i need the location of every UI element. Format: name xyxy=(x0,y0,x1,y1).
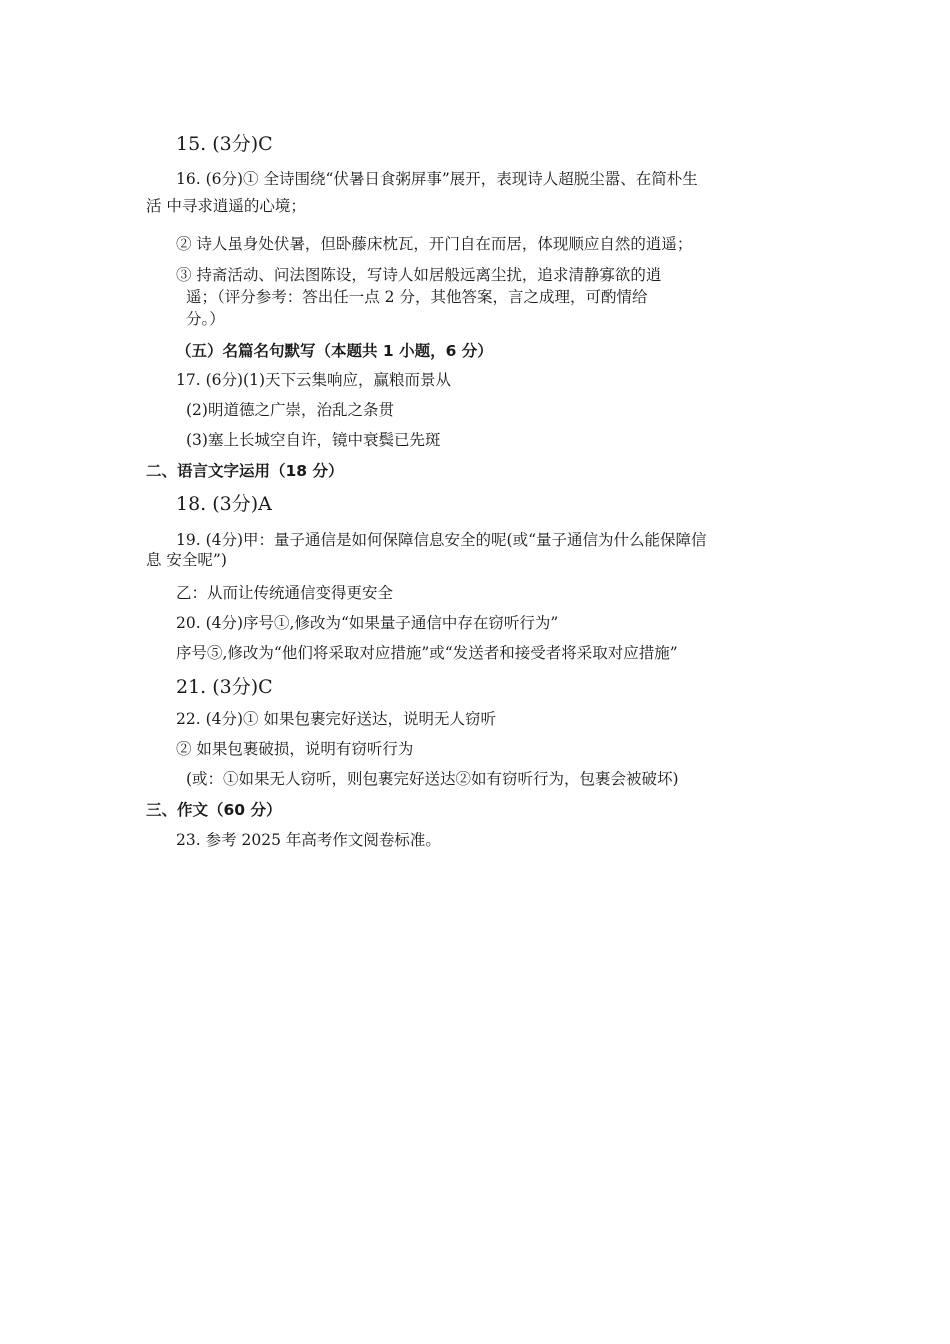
answer-20-line-2: 序号⑤,修改为“他们将采取对应措施”或“发送者和接受者将采取对应措施” xyxy=(176,644,678,662)
answer-16-line-5: 遥；（评分参考：答出任一点 2 分，其他答案，言之成理，可酌情给 xyxy=(186,288,648,306)
answer-16-line-4: ③ 持斋活动、问法图陈设，写诗人如居般远离尘扰，追求清静寡欲的逍 xyxy=(176,266,662,284)
section-heading-2: 二、语言文字运用（18 分） xyxy=(146,462,344,480)
answer-16-line-6: 分。） xyxy=(186,310,225,328)
answer-17-line-1: 17. (6分)(1)天下云集响应，赢粮而景从 xyxy=(176,371,451,389)
answer-17-line-3: (3)塞上长城空自许，镜中衰鬓已先斑 xyxy=(186,431,441,449)
answer-15: 15. (3分)C xyxy=(176,133,273,155)
answer-20-line-1: 20. (4分)序号①,修改为“如果量子通信中存在窃听行为” xyxy=(176,614,559,632)
answer-16-line-2: 活 中寻求逍遥的心境； xyxy=(146,197,306,215)
answer-19-line-3: 乙：从而让传统通信变得更安全 xyxy=(176,584,394,602)
answer-22-line-2: ② 如果包裹破损，说明有窃听行为 xyxy=(176,740,414,758)
section-heading-3: 三、作文（60 分） xyxy=(146,801,282,819)
answer-16-line-1: 16. (6分)① 全诗围绕“伏暑日食粥屏事”展开，表现诗人超脱尘嚣、在简朴生 xyxy=(176,170,698,188)
answer-22-line-1: 22. (4分)① 如果包裹完好送达，说明无人窃听 xyxy=(176,710,496,728)
answer-19-line-2: 息 安全呢”) xyxy=(146,551,227,569)
answer-22-line-3: (或：①如果无人窃听，则包裹完好送达②如有窃听行为，包裹会被破坏) xyxy=(186,770,679,788)
answer-17-line-2: (2)明道德之广崇，治乱之条贯 xyxy=(186,401,394,419)
answer-19-line-1: 19. (4分)甲：量子通信是如何保障信息安全的呢(或“量子通信为什么能保障信 xyxy=(176,531,707,549)
answer-21: 21. (3分)C xyxy=(176,676,273,698)
answer-18: 18. (3分)A xyxy=(176,493,272,515)
answer-23: 23. 参考 2025 年高考作文阅卷标准。 xyxy=(176,831,441,849)
answer-16-line-3: ② 诗人虽身处伏暑，但卧藤床枕瓦，开门自在而居，体现顺应自然的逍遥； xyxy=(176,235,693,253)
section-heading-5: （五）名篇名句默写（本题共 1 小题，6 分） xyxy=(176,342,493,360)
